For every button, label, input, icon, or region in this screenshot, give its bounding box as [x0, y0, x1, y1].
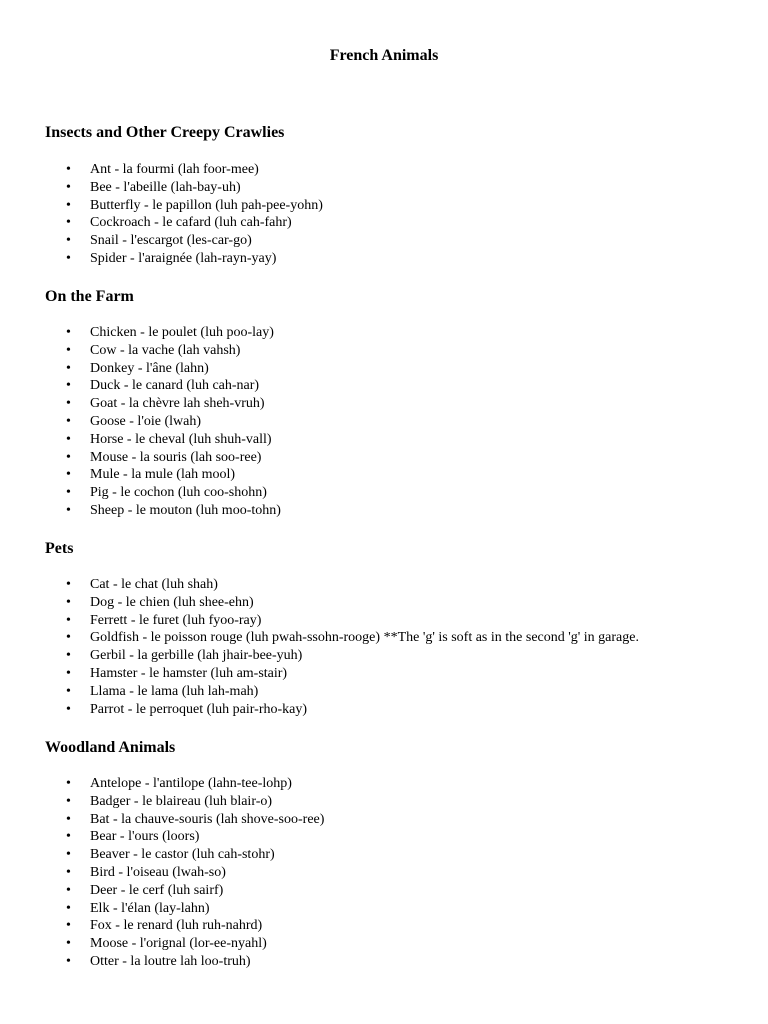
bullet-icon: •: [66, 360, 71, 376]
list-item: [45, 232, 323, 250]
bullet-icon: •: [66, 325, 71, 340]
bullet-icon: •: [66, 413, 71, 429]
section-heading-pets: Pets: [45, 540, 74, 557]
bullet-icon: •: [66, 502, 71, 518]
list-item: [45, 882, 324, 900]
list-item-text: Beaver - le castor (luh cah-stohr): [90, 847, 275, 863]
bullet-icon: •: [66, 594, 71, 610]
list-item-text: Mouse - la souris (lah soo-ree): [90, 449, 262, 465]
bullet-icon: •: [66, 396, 71, 412]
list-item-text: Pig - le cochon (luh coo-shohn): [90, 485, 267, 501]
list-item-text: Butterfly - le papillon (luh pah-pee-yohn): [90, 197, 323, 213]
section-heading-farm: On the Farm: [45, 288, 134, 305]
list-item-text: Duck - le canard (luh cah-nar): [90, 378, 260, 394]
list-item: [45, 793, 324, 811]
list-item: [45, 846, 324, 864]
list-item-text: Fox - le renard (luh ruh-nahrd): [90, 918, 263, 934]
list-item: [45, 811, 324, 829]
pets-list: [45, 576, 639, 718]
list-item-text: Cow - la vache (lah vahsh): [90, 342, 241, 358]
list-item-text: Sheep - le mouton (luh moo-tohn): [90, 502, 281, 518]
section-heading-insects: Insects and Other Creepy Crawlies: [45, 124, 285, 141]
bullet-icon: •: [66, 665, 71, 681]
list-item-text: Goldfish - le poisson rouge (luh pwah-ssohn-rooge) **The 'g' is soft as in the second 'g' in garage.: [90, 630, 639, 646]
list-item: [45, 612, 639, 630]
list-item-text: Dog - le chien (luh shee-ehn): [90, 594, 254, 610]
bullet-icon: •: [66, 612, 71, 628]
list-item: [45, 197, 323, 215]
bullet-icon: •: [66, 776, 71, 791]
bullet-icon: •: [66, 918, 71, 934]
insects-list: [45, 161, 323, 268]
bullet-icon: •: [66, 630, 71, 646]
list-item: [45, 377, 281, 395]
bullet-icon: •: [66, 577, 71, 592]
list-item-text: Bird - l'oiseau (lwah-so): [90, 864, 226, 880]
bullet-icon: •: [66, 215, 71, 231]
list-item-text: Goat - la chèvre lah sheh-vruh): [90, 396, 265, 412]
list-item-text: Mule - la mule (lah mool): [90, 467, 236, 483]
list-item: [45, 917, 324, 935]
list-item-text: Bat - la chauve-souris (lah shove-soo-ree): [90, 811, 325, 827]
list-item-text: Donkey - l'âne (lahn): [90, 360, 209, 376]
bullet-icon: •: [66, 936, 71, 952]
bullet-icon: •: [66, 250, 71, 266]
list-item-text: Llama - le lama (luh lah-mah): [90, 683, 259, 699]
list-item: [45, 828, 324, 846]
bullet-icon: •: [66, 882, 71, 898]
bullet-icon: •: [66, 683, 71, 699]
bullet-icon: •: [66, 900, 71, 916]
list-item-text: Cockroach - le cafard (luh cah-fahr): [90, 215, 292, 231]
section-heading-woodland: Woodland Animals: [45, 739, 176, 756]
list-item-text: Antelope - l'antilope (lahn-tee-lohp): [90, 776, 292, 791]
list-item: [45, 360, 281, 378]
bullet-icon: •: [66, 467, 71, 483]
list-item-text: Spider - l'araignée (lah-rayn-yay): [90, 250, 277, 266]
bullet-icon: •: [66, 449, 71, 465]
list-item: [45, 395, 281, 413]
list-item-text: Ant - la fourmi (lah foor-mee): [90, 162, 259, 177]
list-item: [45, 484, 281, 502]
list-item: [45, 576, 639, 594]
list-item: [45, 431, 281, 449]
list-item: [45, 775, 324, 793]
list-item-text: Elk - l'élan (lay-lahn): [90, 900, 210, 916]
list-item-text: Gerbil - la gerbille (lah jhair-bee-yuh): [90, 648, 303, 664]
bullet-icon: •: [66, 811, 71, 827]
list-item: [45, 413, 281, 431]
bullet-icon: •: [66, 793, 71, 809]
farm-list: [45, 324, 281, 520]
list-item: [45, 647, 639, 665]
list-item: [45, 161, 323, 179]
list-item-text: Cat - le chat (luh shah): [90, 577, 218, 592]
bullet-icon: •: [66, 864, 71, 880]
list-item: [45, 214, 323, 232]
list-item: [45, 935, 324, 953]
bullet-icon: •: [66, 648, 71, 664]
list-item: [45, 449, 281, 467]
list-item: [45, 629, 639, 647]
list-item-text: Parrot - le perroquet (luh pair-rho-kay): [90, 701, 308, 717]
bullet-icon: •: [66, 847, 71, 863]
list-item-text: Moose - l'orignal (lor-ee-nyahl): [90, 936, 267, 952]
list-item-text: Ferrett - le furet (luh fyoo-ray): [90, 612, 262, 628]
list-item: [45, 864, 324, 882]
bullet-icon: •: [66, 701, 71, 717]
page-title: French Animals: [329, 47, 439, 64]
list-item-text: Bee - l'abeille (lah-bay-uh): [90, 179, 241, 195]
list-item: [45, 701, 639, 719]
list-item: [45, 179, 323, 197]
list-item-text: Otter - la loutre lah loo-truh): [90, 953, 251, 969]
list-item-text: Snail - l'escargot (les-car-go): [90, 233, 252, 249]
bullet-icon: •: [66, 162, 71, 177]
bullet-icon: •: [66, 378, 71, 394]
list-item: [45, 683, 639, 701]
list-item-text: Chicken - le poulet (luh poo-lay): [90, 325, 274, 340]
list-item-text: Hamster - le hamster (luh am-stair): [90, 665, 288, 681]
list-item: [45, 665, 639, 683]
bullet-icon: •: [66, 179, 71, 195]
list-item-text: Deer - le cerf (luh sairf): [90, 882, 224, 898]
list-item: [45, 250, 323, 268]
bullet-icon: •: [66, 829, 71, 845]
list-item: [45, 594, 639, 612]
list-item: [45, 342, 281, 360]
bullet-icon: •: [66, 342, 71, 358]
bullet-icon: •: [66, 431, 71, 447]
woodland-list: [45, 775, 324, 971]
list-item-text: Badger - le blaireau (luh blair-o): [90, 793, 273, 809]
list-item: [45, 502, 281, 520]
list-item-text: Horse - le cheval (luh shuh-vall): [90, 431, 272, 447]
list-item-text: Goose - l'oie (lwah): [90, 413, 201, 429]
list-item: [45, 900, 324, 918]
list-item: [45, 953, 324, 971]
bullet-icon: •: [66, 233, 71, 249]
list-item: [45, 466, 281, 484]
bullet-icon: •: [66, 953, 71, 969]
list-item: [45, 324, 281, 342]
bullet-icon: •: [66, 485, 71, 501]
list-item-text: Bear - l'ours (loors): [90, 829, 200, 845]
bullet-icon: •: [66, 197, 71, 213]
